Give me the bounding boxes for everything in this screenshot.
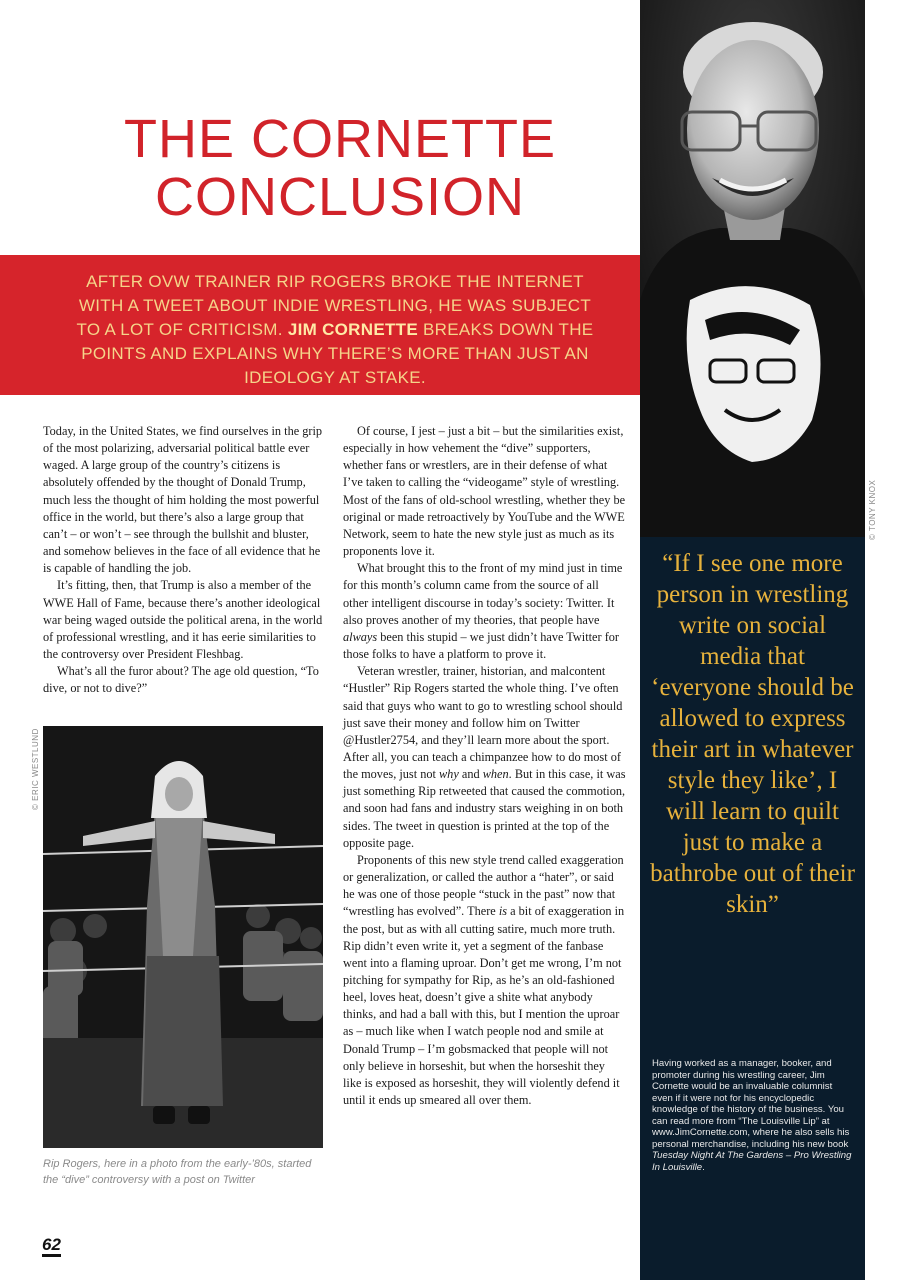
paragraph: Today, in the United States, we find ourselves in the grip of the most polarizing, adversarial political battle ever waged. A large group of the country’s citizens is absolutely offended by the thought of Donald Trump, much less the thought of him holding the most powerful office in the world, but there’s also a large group that can’t – or won’t – see through the bullshit and bluster, and somehow believes in the face of all evidence that he is capable of handling the job. [43,424,323,576]
pullquote: “If I see one more person in wrestling write on social media that ‘everyone should be allowed to express their art in whatever style they like’, I will learn to quilt just to make a bathrobe out of their skin” [650,550,855,918]
portrait-photo [640,0,865,537]
body-column-1 [43,423,323,698]
title-line-2: CONCLUSION [154,167,526,227]
body-column-2 [343,423,626,1109]
page-number: 62 [42,1236,61,1257]
wrestler-illustration [43,726,323,1148]
paragraph: It’s fitting, then, that Trump is also a member of the WWE Hall of Fame, because there’s another ideological war being waged outside the political arena, in the world of professional wrestling, and it has eerie similarities to the controversy over President Fleshbag. [43,578,323,662]
author-name: JIM CORNETTE [287,320,418,339]
article-title [60,110,620,226]
standfirst: AFTER OVW TRAINER RIP ROGERS BROKE THE INTERNET WITH A TWEET ABOUT INDIE WRESTLING, HE WAS SUBJECT TO A LOT OF CRITICISM. JIM CORNETTE BREAKS DOWN THE POINTS AND EXPLAINS WHY THERE’S MORE THAN JUST AN IDEOLOGY AT STAKE. [76,272,594,387]
paragraph: What’s all the furor about? The age old question, “To dive, or not to dive?” [43,664,319,696]
rip-rogers-photo [43,726,323,1148]
paragraph: What brought this to the front of my mind just in time for this month’s column came from the source of all other intelligent discourse in today’s society: Twitter. It also proves another of my theories, that people have always been this stupid – we just didn’t have Twitter for those folks to have a platform to prove it. [343,561,623,662]
paragraph: Proponents of this new style trend called exaggeration or generalization, or called the author a “hater”, or said he was one of those people “stuck in the past” now that “wrestling has evolved”. There is a bit of exaggeration in the post, but as with all cutting satire, much more truth. Rip didn’t even write it, yet a segment of the fanbase went into a flaming uproar. Don’t get me wrong, I’m not pitching for sympathy for Rip, as he’s an old-fashioned heel, loves heat, doesn’t give a shite what anybody thinks, and had a ball with this, but I mention the uproar as – much like when I watch people nod and smile at Donald Trump – I’m gobsmacked that people will not only believe in horseshit, but when the horseshit they like is exposed as horseshit, they will violently defend it until it ends up smeared all over them. [343,852,625,1108]
paragraph: Of course, I jest – just a bit – but the similarities exist, especially in how vehement the “dive” supporters, whether fans or wrestlers, are in their defense of what I’ve taken to calling the “videogame” style of wrestling. Most of the fans of old-school wrestling, whether they be original or made retroactively by YouTube and the WWE Network, seem to hate the new style just as much as its proponents love it. [343,424,626,559]
portrait-illustration [640,0,865,537]
photo-credit: © ERIC WESTLUND [31,728,40,810]
author-bio: Having worked as a manager, booker, and promoter during his wrestling career, Jim Cornette would be an invaluable columnist even if it were not for his encyclopedic knowledge of the history of the business. You can read more from “The Louisville Lip” at www.JimCornette.com, where he also sells his personal merchandise, including his new book Tuesday Night At The Gardens – Pro Wrestling In Louisville. [652,1058,852,1173]
title-line-1: THE CORNETTE [123,109,556,169]
book-title: Tuesday Night At The Gardens – Pro Wrestling In Louisville [652,1150,852,1173]
portrait-credit: © TONY KNOX [868,479,877,540]
paragraph: Veteran wrestler, trainer, historian, and malcontent “Hustler” Rip Rogers started the whole thing. I’ve often said that guys who want to go to wrestling school should just save their money and follow him on Twitter @Hustler2754, and they’ll learn more about the sport. After all, you can teach a chimpanzee how to do most of the moves, just not why and when. But in this case, it was just something Rip retweeted that caused the commotion, and soon had fans and industry stars weighing in on both sides. The tweet in question is printed at the top of the opposite page. [343,664,626,850]
photo-caption: Rip Rogers, here in a photo from the early-’80s, started the “dive” controversy with a post on Twitter [43,1158,312,1186]
